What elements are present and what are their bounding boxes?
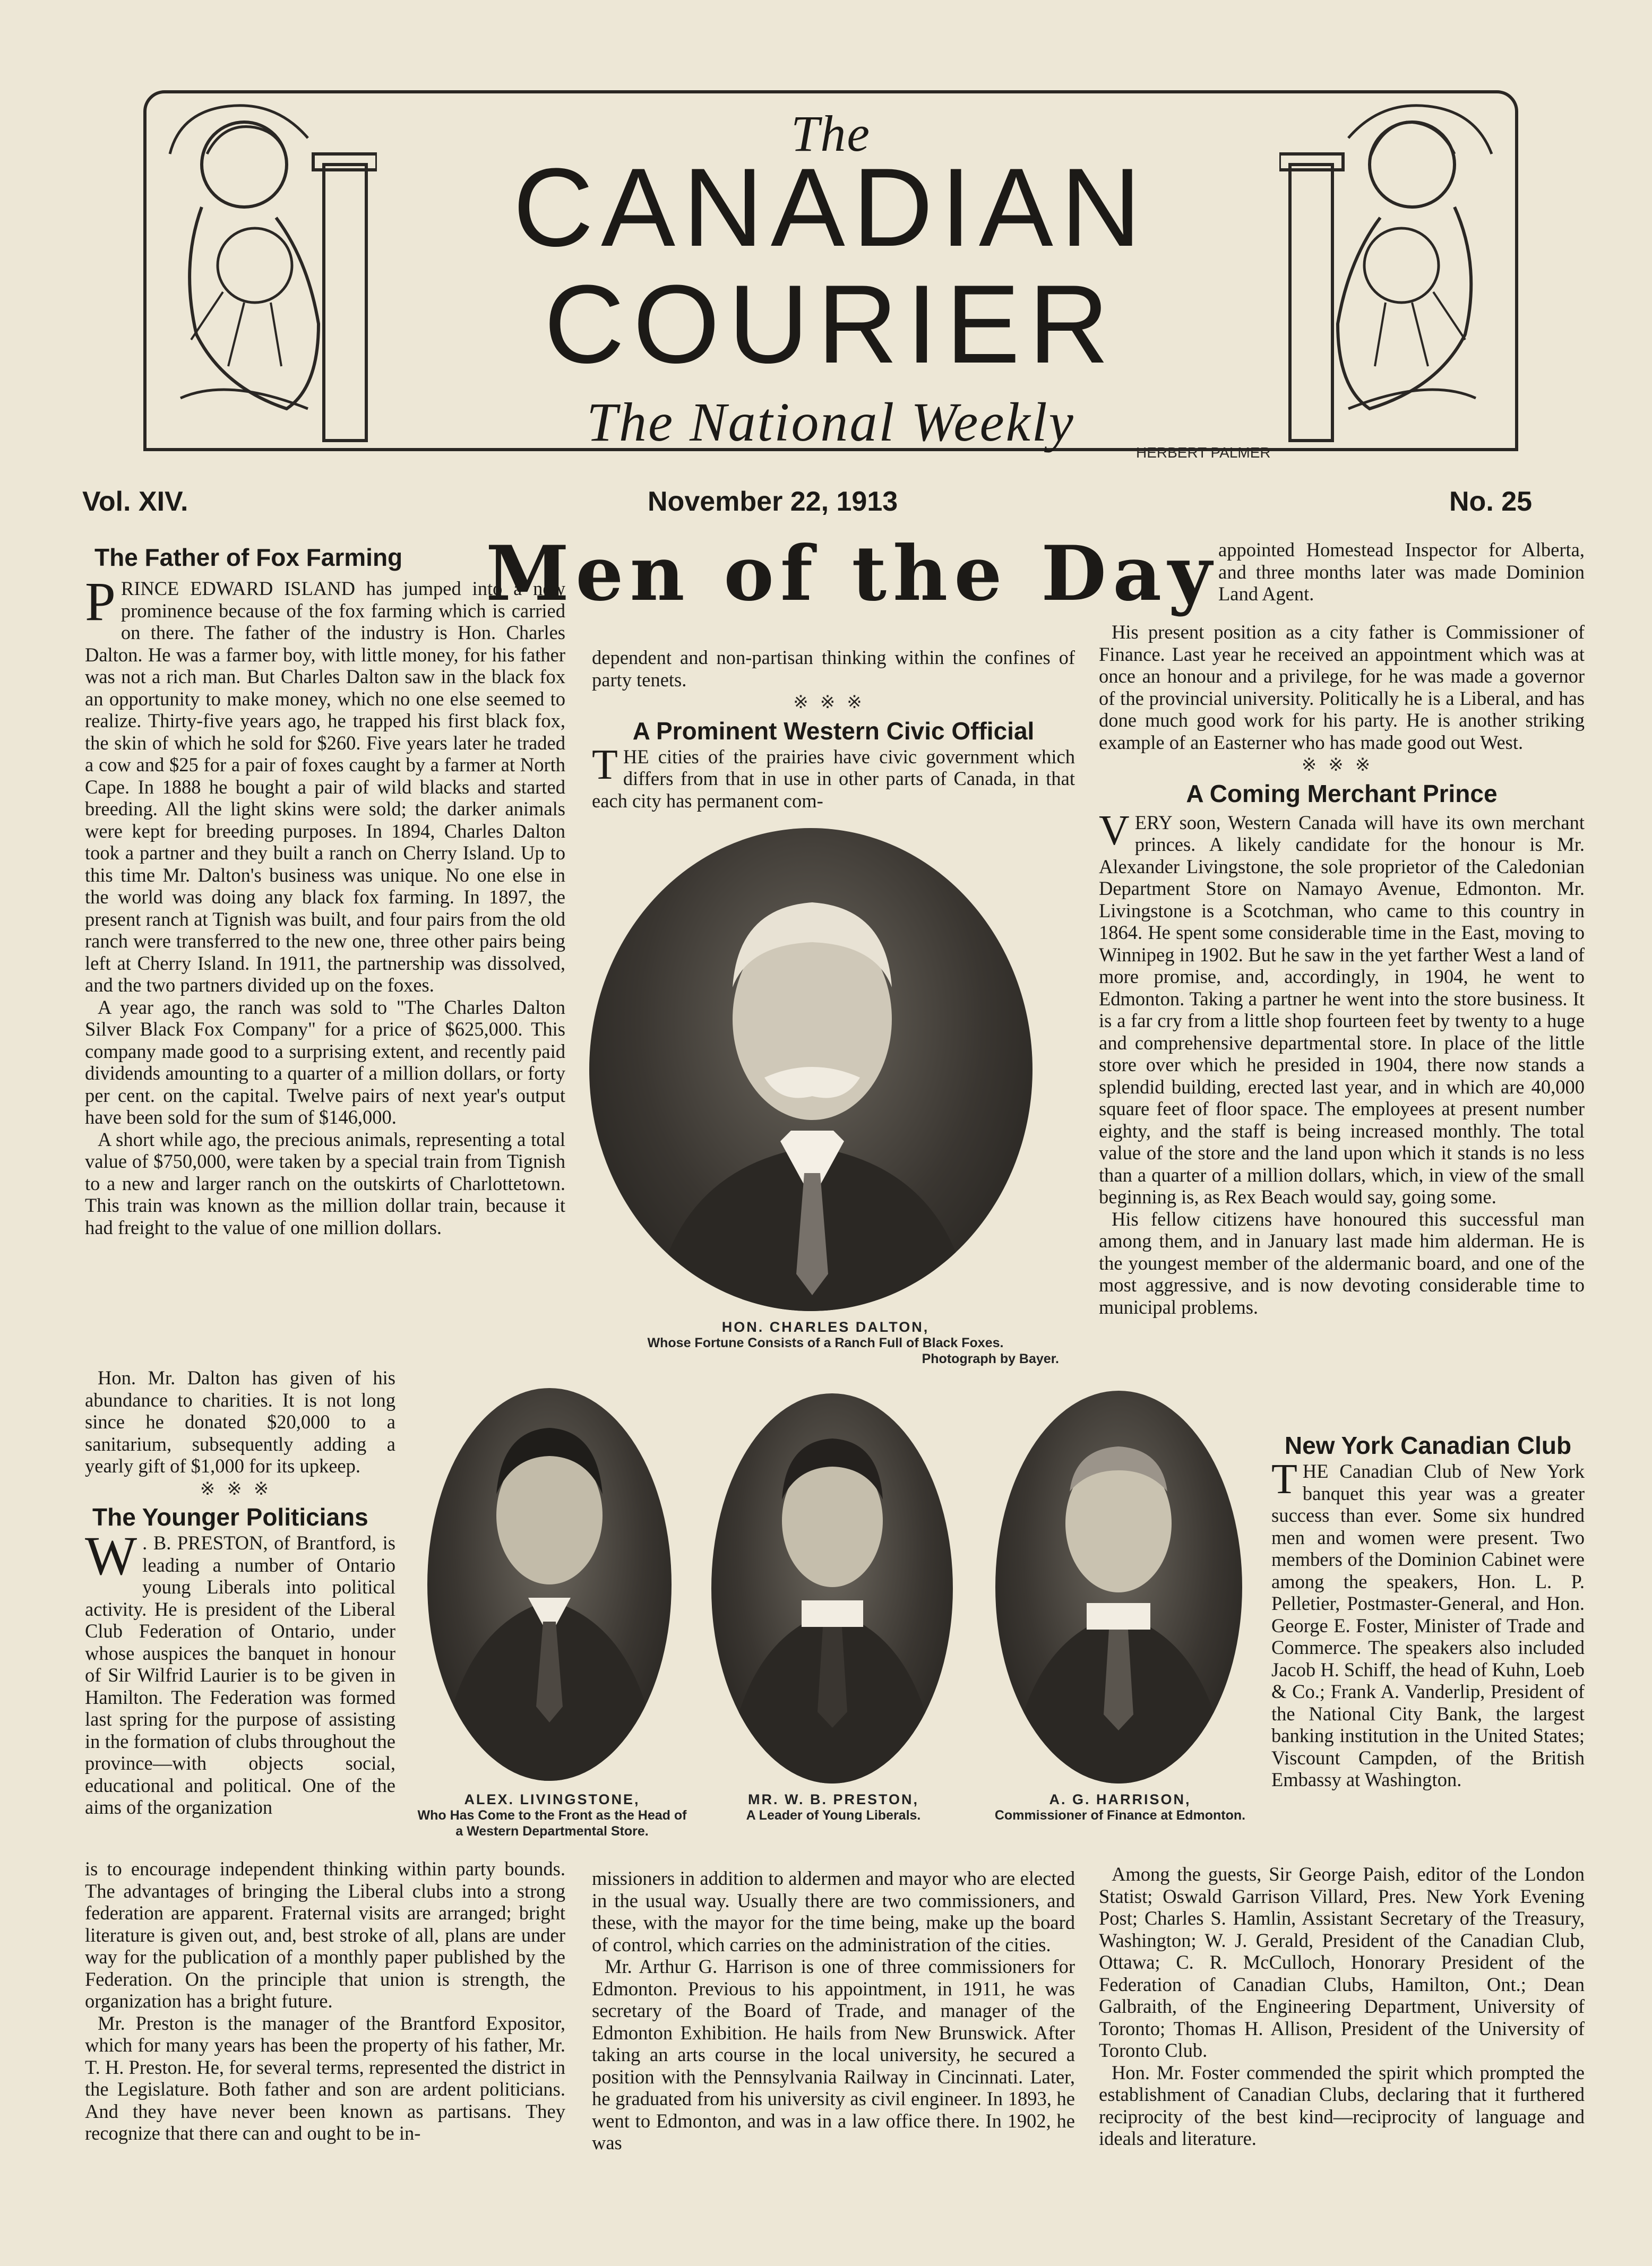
caption-preston xyxy=(709,1791,958,1823)
caption-dalton xyxy=(592,1319,1059,1367)
masthead-title-canadian: CANADIAN xyxy=(513,145,1149,270)
caption-name: ALEX. LIVINGSTONE, xyxy=(464,1791,640,1807)
heading-new-york-canadian-club: New York Canadian Club xyxy=(1284,1432,1572,1459)
issue-info-row xyxy=(82,486,1558,523)
section-ornament: ※※※ xyxy=(793,693,874,712)
masthead-tagline: The National Weekly xyxy=(587,392,1075,453)
column-3-bottom xyxy=(1099,1863,1585,2150)
column-1-middle xyxy=(85,1367,395,1819)
paragraph: W . B. PRESTON, of Brantford, is leading a number of Ontario young Liberals into political activity. He is president of the Liberal Club Federation of Ontario, under whose auspices the banquet in honour of Sir Wilfrid Laurier is to be given in Hamilton. The Federation was formed last spring for the purpose of assisting in the formation of clubs throughout the province—with objects social, educational and political. One of the aims of the organization xyxy=(85,1526,395,1818)
column-1-top xyxy=(85,542,565,1238)
paragraph: Hon. Mr. Foster commended the spirit which prompted the establishment of Canadian Clubs, declaring that it furthered reciprocity of the best kind—reciprocity of language and ideals and literature. xyxy=(1099,2061,1585,2149)
paragraph: THE Canadian Club of New York banquet this year was a greater success than ever. Some six hundred men and women were present. Two members of the Dominion Cabinet were among the speakers, Hon. L. P. Pelletier, Postmaster-General, and Hon. George E. Foster, Minister of Trade and Commerce. The speakers also included Jacob H. Schiff, the head of Kuhn, Loeb & Co.; Frank A. Vanderlip, President of the National City Bank, the largest banking institution in the United States; Viscount Campden, of the British Embassy at Washington. xyxy=(1271,1456,1585,1790)
photo-credit: Photograph by Bayer. xyxy=(922,1351,1059,1366)
drop-cap: T xyxy=(592,741,618,788)
column-1-bottom xyxy=(85,1858,565,2144)
portrait-figure xyxy=(589,828,1032,1311)
column-2-bottom xyxy=(592,1867,1075,2154)
drop-cap: V xyxy=(1099,807,1130,854)
paragraph: PRINCE EDWARD ISLAND has jumped into a new prominence because of the fox farming which is carried on there. The father of the industry is Hon. Charles Dalton. He was a farmer boy, with little money, for his father was not a rich man. But Charles Dalton saw in the black fox an opportunity to make money, which no one else seemed to realize. Thirty-five years ago, he trapped his first black fox, the skin of which he sold for $260. Five years later he traded a cow and $25 for a pair of foxes caught by a farmer at North Cape. In 1888 he bought a pair of wild blacks and started breeding. All the light skins were sold; the darker animals were kept for breeding purposes. In 1894, Charles Dalton took a partner and they built a ranch on Cherry Island. Up to this time Mr. Dalton's business was unique. No one else in the world was doing any black fox farming. In 1897, the present ranch at Tignish was built, and four pairs from the old ranch were transferred to the new one, three other pairs being left at Cherry Island. In 1911, the partnership was dissolved, and the two partners divided up on the foxes. xyxy=(85,571,566,996)
heading-coming-merchant-prince: A Coming Merchant Prince xyxy=(1186,779,1498,807)
drop-cap: T xyxy=(1271,1456,1297,1503)
portrait-charles-dalton xyxy=(589,828,1032,1311)
paragraph: is to encourage independent thinking within party bounds. The advantages of bringing the Liberal clubs into a strong federation are apparent. Fraternal visits are arranged; bright literature is given out, and, best stroke of all, plans are under way for the publication of a monthly paper published by the Federation. On the principle that union is strength, the organization has a bright future. xyxy=(85,1858,565,2012)
paragraph: A short while ago, the precious animals, representing a total value of $750,000, were taken by a special train from Tignish to a new and larger ranch on the outskirts of Charlottetown. This train was known as the million dollar train, because it had freight to the value of one million dollars. xyxy=(85,1128,565,1238)
caption-livingstone xyxy=(417,1791,687,1839)
paragraph: THE cities of the prairies have civic government which differs from that in use in other parts of Canada, in that each city has permanent com- xyxy=(592,741,1075,812)
cherub-right-illustration xyxy=(1279,90,1508,446)
paragraph: dependent and non-partisan thinking within the confines of party tenets. xyxy=(592,647,1075,691)
paragraph: Hon. Mr. Dalton has given of his abundance to charities. It is not long since he donated $20,000 to a sanitarium, subsequently adding a yearly gift of $1,000 for its upkeep. xyxy=(85,1367,395,1477)
paragraph: Mr. Preston is the manager of the Brantford Expositor, which for many years has been the property of his father, Mr. T. H. Preston. He, for several terms, represented the district in the Legislature. Both father and son are ardent politicians. And they have never been known as partisans. They recognize that there can and ought to be in- xyxy=(85,2012,565,2144)
issue-date: November 22, 1913 xyxy=(648,486,898,517)
artist-signature: HERBERT PALMER xyxy=(1136,444,1271,461)
caption-name: HON. CHARLES DALTON, xyxy=(721,1319,930,1335)
heading-father-of-fox-farming: The Father of Fox Farming xyxy=(94,544,403,571)
portrait-w-b-preston xyxy=(711,1393,953,1783)
caption-description: Commissioner of Finance at Edmonton. xyxy=(994,1808,1246,1823)
paragraph: appointed Homestead Inspector for Alberta, and three months later was made Dominion Land Agent. xyxy=(1218,539,1585,605)
page-headline: Men of the Day xyxy=(486,530,1218,618)
portrait-figure xyxy=(995,1391,1242,1783)
drop-cap: P xyxy=(85,571,116,632)
caption-description: Whose Fortune Consists of a Ranch Full of Black Foxes. xyxy=(647,1336,1004,1350)
paragraph: Mr. Arthur G. Harrison is one of three commissioners for Edmonton. Previous to his appointment, in 1911, he was secretary of the Board of Trade, and manager of the Edmonton Exhibition. He hails from New Brunswick. After taking an arts course in the local university, he secured a position with the Pennsylvania Railway in Cincinnati. Later, he graduated from his university as civil engineer. In 1893, he went to Edmonton, and was in a law office there. In 1902, he was xyxy=(592,1955,1075,2153)
volume-label: Vol. XIV. xyxy=(82,486,188,517)
drop-cap: W xyxy=(85,1526,137,1587)
issue-number: No. 25 xyxy=(1449,486,1533,517)
paragraph: VERY soon, Western Canada will have its own merchant princes. A likely candidate for the honour is Mr. Alexander Livingstone, the sole proprietor of the Caledonian Department Store on Namayo Avenue, Edmonton. Mr. Livingstone is a Scotchman, who came to this country in 1864. He spent some considerable time in the East, moving to Winnipeg in 1902. But he saw in the yet farther West a land of more promise, and, accordingly, in 1904, he went to Edmonton. Taking a partner he went into the store business. It is a far cry from a little shop fourteen feet by twenty to a huge and comprehensive departmental store. In place of the little store over which he presided in 1904, there now stands a splendid building, erected last year, and in which are 40,000 square feet of floor space. The employees at present number eighty, and the staff is being increased monthly. The total value of the store and the land upon which it stands is no less than a quarter of a million dollars, which, in view of the small beginning is, as Rex Beach would say, going some. xyxy=(1099,807,1585,1208)
paragraph: A year ago, the ranch was sold to "The Charles Dalton Silver Black Fox Company" for a price of $625,000. This company made good to a surprising extent, and recently paid dividends amounting to a quarter of a million dollars, or forty per cent. on the capital. Twelve pairs of next year's output have been sold for the sum of $146,000. xyxy=(85,996,565,1128)
caption-name: MR. W. B. PRESTON, xyxy=(747,1791,919,1807)
portrait-alex-livingstone xyxy=(427,1388,672,1781)
cherub-left-illustration xyxy=(149,90,377,446)
paragraph: His fellow citizens have honoured this successful man among them, and in January last made him alderman. He is the youngest member of the aldermanic board, and one of the most aggressive, and is now devoting considerable time to municipal problems. xyxy=(1099,1208,1585,1318)
column-3-main xyxy=(1099,621,1585,1318)
portrait-a-g-harrison xyxy=(995,1391,1242,1783)
caption-name: A. G. HARRISON, xyxy=(1049,1791,1191,1807)
caption-description: A Leader of Young Liberals. xyxy=(746,1808,921,1823)
portrait-figure xyxy=(711,1393,953,1783)
paragraph: His present position as a city father is Commissioner of Finance. Last year he received an appointment which was at once an honour and a privilege, for he was made a governor of the provincial university. Politically he is a Liberal, and has done much good work for his party. He is another striking example of an Easterner who has made good out West. xyxy=(1099,621,1585,753)
masthead-title-courier: COURIER xyxy=(544,262,1118,386)
paragraph: missioners in addition to aldermen and mayor who are elected in the usual way. Usually there are two commissioners, and these, with the mayor for the time being, make up the board of control, which carries on the administration of the cities. xyxy=(592,1867,1075,1955)
column-2-top xyxy=(592,647,1075,812)
column-3-middle xyxy=(1271,1431,1585,1791)
section-ornament: ※※※ xyxy=(200,1479,281,1499)
column-3-top xyxy=(1218,539,1585,605)
paragraph: Among the guests, Sir George Paish, editor of the London Statist; Oswald Garrison Villard, Pres. New York Evening Post; Charles S. Hamlin, Assistant Secretary of the Treasury, Washington; W. J. Gerald, President of the Canadian Club, Ottawa; C. R. McCulloch, Honorary President of the Federation of Canadian Clubs, Hamilton, Ont.; Dean Galbraith, of the Engineering Department, University of Toronto; Thomas H. Allison, President of the University of Toronto Club. xyxy=(1099,1863,1585,2061)
section-ornament: ※※※ xyxy=(1301,755,1382,775)
caption-description: Who Has Come to the Front as the Head of a Western Departmental Store. xyxy=(417,1808,687,1839)
portrait-figure xyxy=(427,1388,672,1781)
heading-younger-politicians: The Younger Politicians xyxy=(92,1503,368,1531)
caption-harrison xyxy=(987,1791,1253,1823)
masthead-the: The xyxy=(791,105,871,162)
heading-western-civic-official: A Prominent Western Civic Official xyxy=(632,717,1035,745)
